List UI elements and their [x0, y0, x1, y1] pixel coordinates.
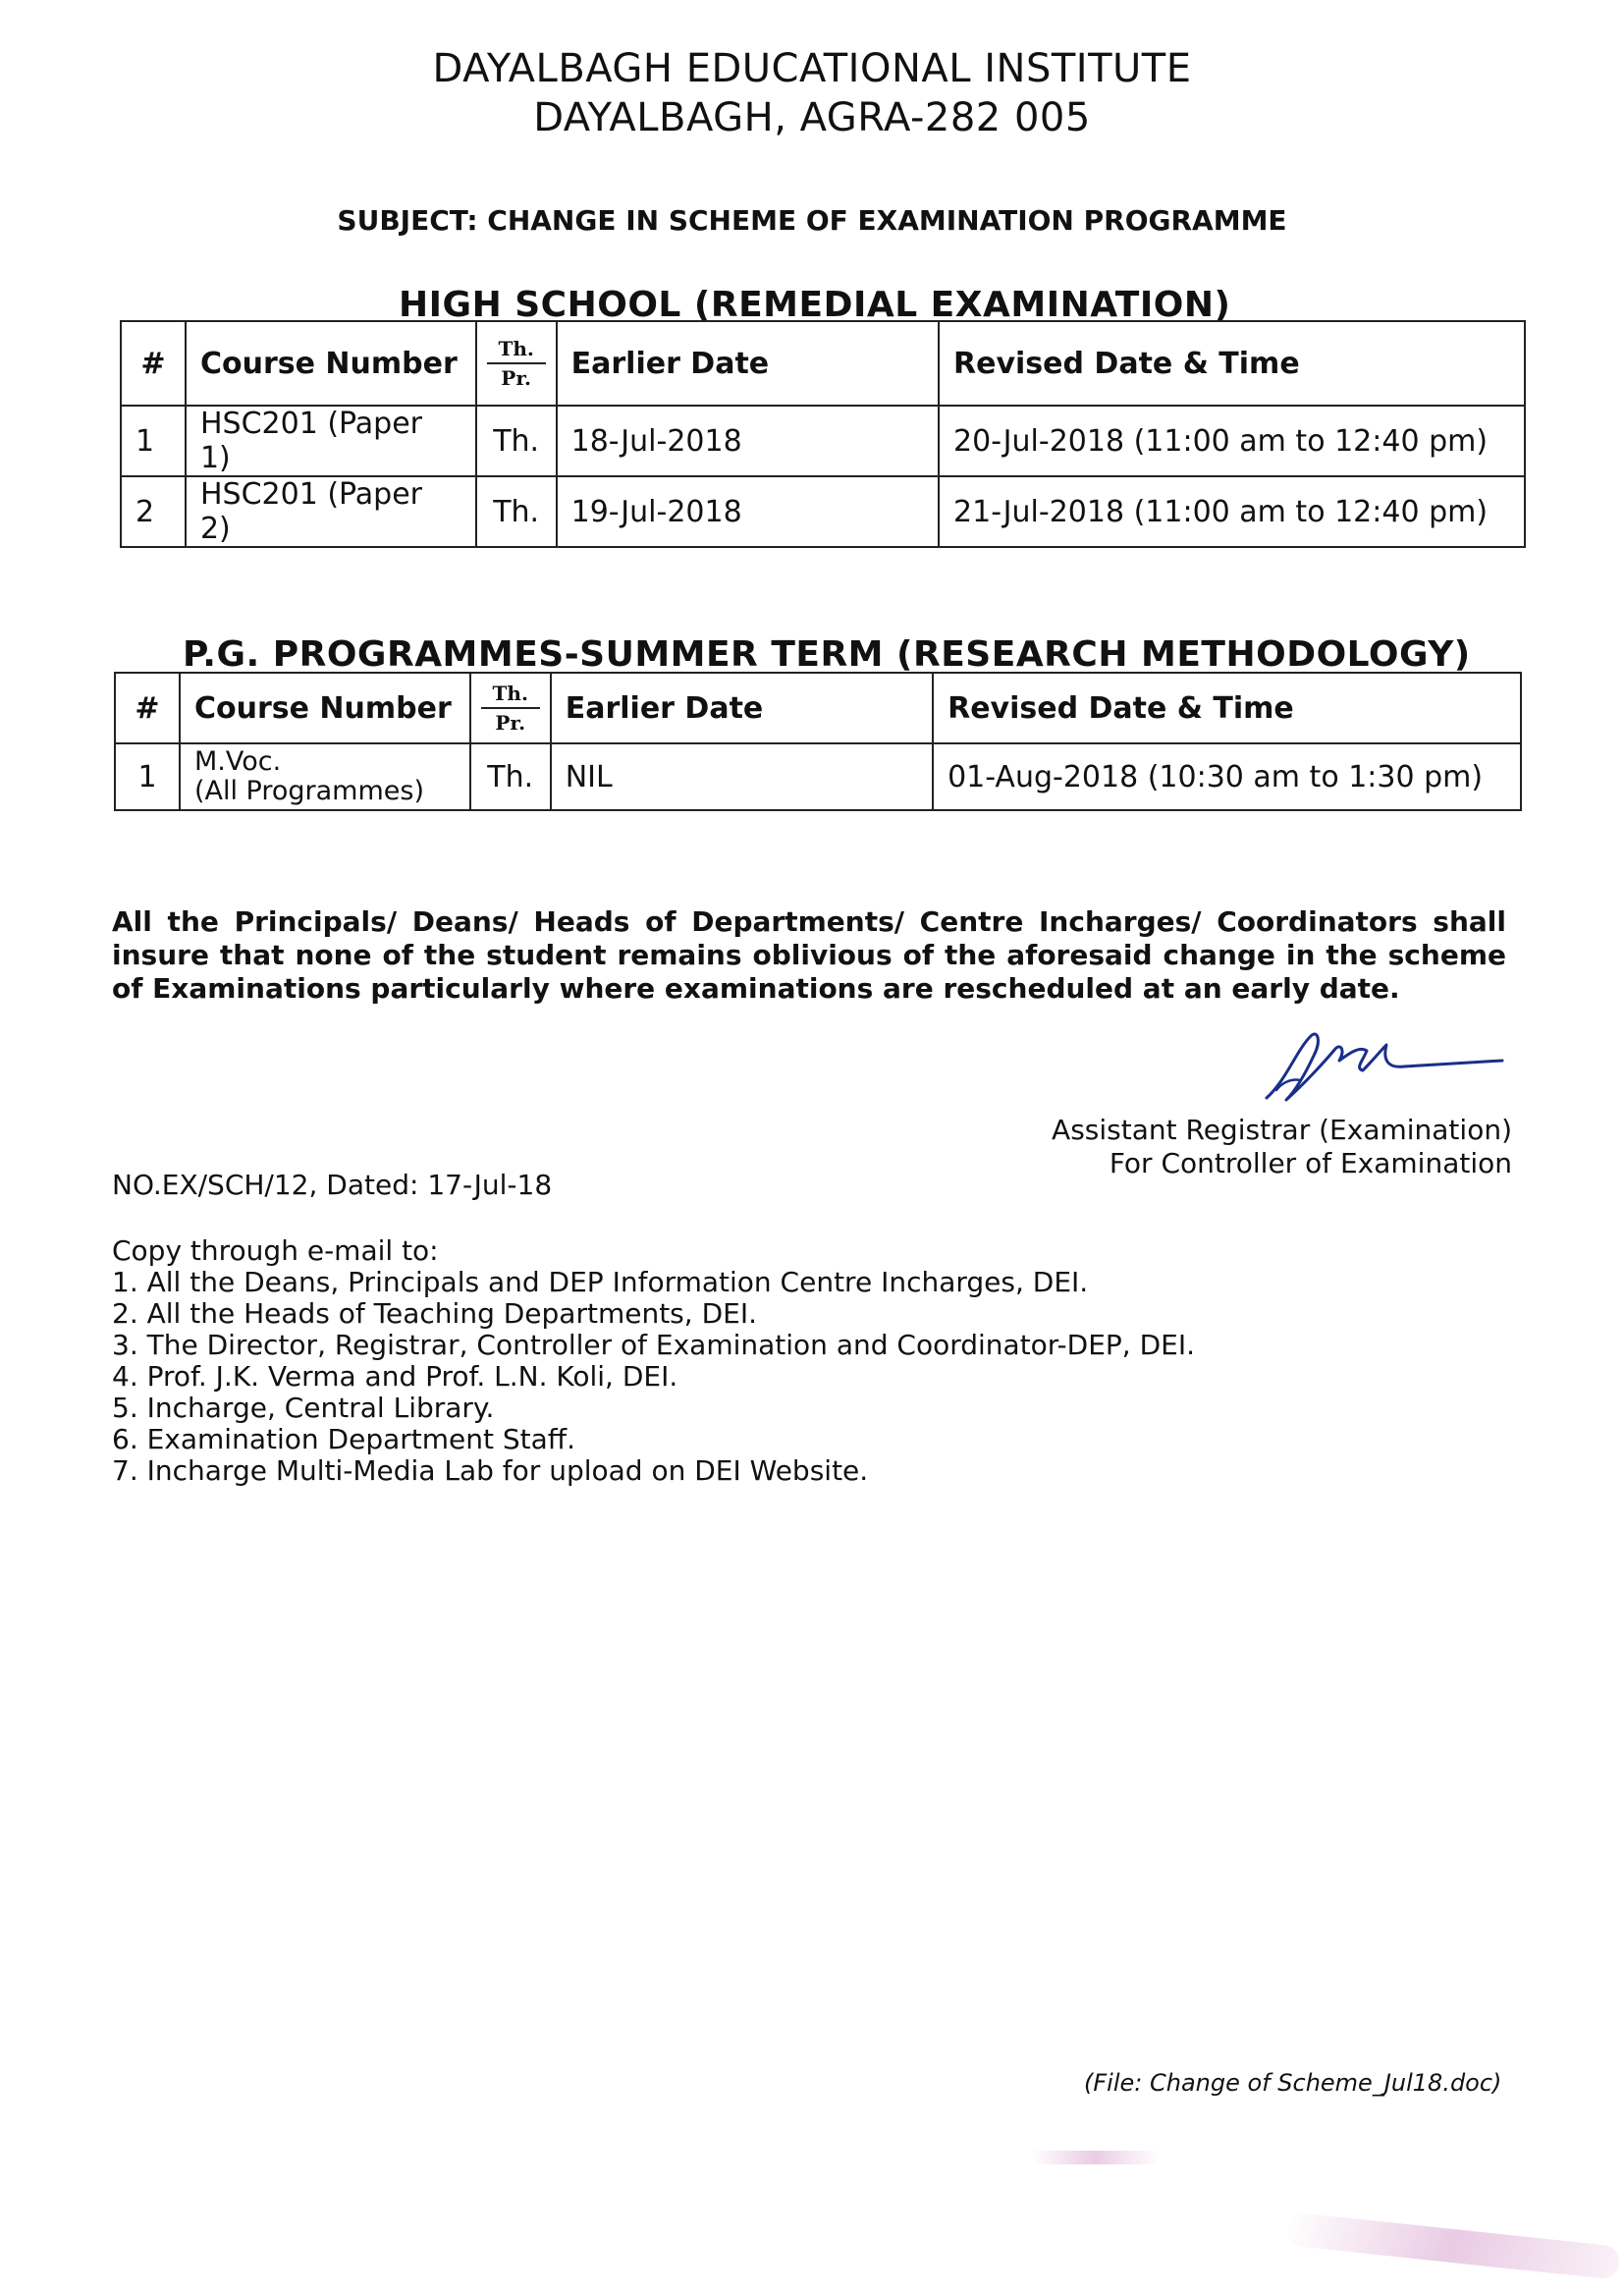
row-revised: 20-Jul-2018 (11:00 am to 12:40 pm): [939, 406, 1525, 476]
row-num: 1: [121, 406, 186, 476]
scan-smudge: [1031, 2151, 1159, 2164]
col-revised-date: Revised Date & Time: [933, 673, 1521, 743]
high-school-table: [120, 320, 1526, 548]
file-reference: (File: Change of Scheme_Jul18.doc): [1084, 2069, 1502, 2097]
subject-line: SUBJECT: CHANGE IN SCHEME OF EXAMINATION PROGRAMME: [337, 204, 1287, 237]
row-earlier: 18-Jul-2018: [557, 406, 939, 476]
row-thpr: Th.: [470, 743, 551, 810]
row-course-line2: (All Programmes): [193, 776, 424, 806]
pg-programmes-table: [114, 672, 1522, 811]
row-course-line1: M.Voc.: [193, 746, 282, 777]
institute-address: DAYALBAGH, AGRA-282 005: [533, 95, 1091, 140]
scan-smudge: [1285, 2212, 1621, 2279]
list-item: 4. Prof. J.K. Verma and Prof. L.N. Koli, DEI.: [112, 1360, 678, 1393]
th-label: Th.: [492, 682, 528, 705]
row-earlier: NIL: [551, 743, 933, 810]
th-label: Th.: [498, 337, 534, 360]
row-num: 1: [115, 743, 180, 810]
row-course: HSC201 (Paper 2): [186, 476, 476, 547]
table-row: [121, 476, 1525, 547]
list-item: 6. Examination Department Staff.: [112, 1423, 575, 1455]
col-earlier-date: Earlier Date: [551, 673, 933, 743]
signatory-block: [1031, 1114, 1512, 1180]
row-thpr: Th.: [476, 406, 557, 476]
col-num: #: [115, 673, 180, 743]
pr-label: Pr.: [495, 711, 526, 735]
copy-heading: Copy through e-mail to:: [112, 1234, 439, 1267]
signatory-subtitle: For Controller of Examination: [1109, 1147, 1512, 1179]
list-item: 3. The Director, Registrar, Controller of Examination and Coordinator-DEP, DEI.: [112, 1329, 1195, 1361]
signatory-title: Assistant Registrar (Examination): [1052, 1114, 1512, 1146]
row-course: [180, 743, 470, 810]
col-th-pr: [470, 673, 551, 743]
col-num: #: [121, 321, 186, 406]
row-course: HSC201 (Paper 1): [186, 406, 476, 476]
table-header-row: [121, 321, 1525, 406]
table-row: [121, 406, 1525, 476]
col-course: Course Number: [186, 321, 476, 406]
section-title-pg-programmes: P.G. PROGRAMMES-SUMMER TERM (RESEARCH METHODOLOGY): [183, 634, 1471, 675]
col-earlier-date: Earlier Date: [557, 321, 939, 406]
signature-icon: [1257, 1021, 1512, 1110]
institute-name: DAYALBAGH EDUCATIONAL INSTITUTE: [432, 46, 1192, 91]
list-item: 7. Incharge Multi-Media Lab for upload on DEI Website.: [112, 1454, 869, 1487]
col-th-pr: [476, 321, 557, 406]
row-revised: 21-Jul-2018 (11:00 am to 12:40 pm): [939, 476, 1525, 547]
copy-to-list: [112, 1235, 1195, 1487]
row-num: 2: [121, 476, 186, 547]
col-revised-date: Revised Date & Time: [939, 321, 1525, 406]
section-title-high-school: HIGH SCHOOL (REMEDIAL EXAMINATION): [399, 285, 1231, 325]
table-header-row: [115, 673, 1521, 743]
row-earlier: 19-Jul-2018: [557, 476, 939, 547]
notice-paragraph: All the Principals/ Deans/ Heads of Departments/ Centre Incharges/ Coordinators shall insure that none of the student remains oblivious of the aforesaid change in the scheme of Examinations particularly where examinations are rescheduled at an early date.: [112, 905, 1506, 1005]
list-item: 2. All the Heads of Teaching Departments, DEI.: [112, 1297, 757, 1330]
table-row: [115, 743, 1521, 810]
row-revised: 01-Aug-2018 (10:30 am to 1:30 pm): [933, 743, 1521, 810]
pr-label: Pr.: [501, 366, 531, 390]
reference-number: NO.EX/SCH/12, Dated: 17-Jul-18: [112, 1169, 553, 1201]
row-thpr: Th.: [476, 476, 557, 547]
list-item: 1. All the Deans, Principals and DEP Information Centre Incharges, DEI.: [112, 1266, 1089, 1298]
col-course: Course Number: [180, 673, 470, 743]
list-item: 5. Incharge, Central Library.: [112, 1392, 495, 1424]
